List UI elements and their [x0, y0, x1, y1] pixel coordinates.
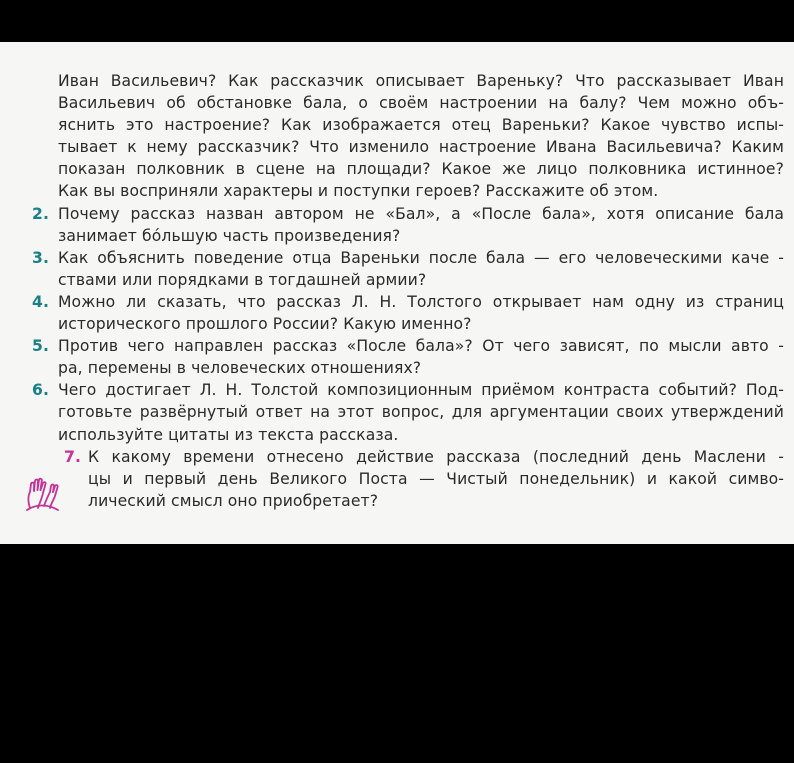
question-line: Можно ли сказать, что рассказ Л. Н. Толстого открывает нам одну из страниц [58, 292, 784, 311]
question-2 [32, 203, 784, 247]
top-black-bar [0, 0, 794, 42]
question-line: готовьте развёрнутый ответ на этот вопрос, для аргументации своих утверждений [58, 403, 784, 422]
question-line: ра, перемены в человеческих отношениях? [58, 359, 422, 378]
questions-text [32, 70, 784, 512]
question-line: исторического прошлого России? Какую именно? [58, 315, 472, 334]
question-number: 7. [64, 447, 81, 466]
intro-paragraph [58, 70, 784, 203]
question-6 [32, 379, 784, 445]
question-number: 4. [32, 292, 49, 311]
question-line: Против чего направлен рассказ «После бала»? От чего зависят, по мысли авто - [58, 337, 784, 356]
question-line: используйте цитаты из текста рассказа. [58, 425, 399, 444]
question-line: ствами или порядками в тогдашней армии? [58, 270, 427, 289]
intro-line: Иван Васильевич? Как рассказчик описывает Вареньку? Что рассказывает Иван [58, 72, 784, 90]
raised-hands-icon [22, 474, 62, 514]
question-3 [32, 247, 784, 291]
question-line: Почему рассказ назван автором не «Бал», а «После бала», хотя описание бала [58, 204, 784, 223]
question-line: К какому времени отнесено действие рассказа (последний день Маслени - [88, 447, 784, 466]
question-4 [32, 291, 784, 335]
question-line: занимает бóльшую часть произведения? [58, 226, 401, 245]
question-line: цы и первый день Великого Поста — Чистый понедельник) и какой симво- [88, 469, 784, 488]
question-number: 2. [32, 204, 49, 223]
question-number: 6. [32, 381, 49, 400]
intro-line: тывает к нему рассказчик? Что изменило настроение Ивана Васильевича? Каким [58, 138, 784, 157]
question-line: Как объяснить поведение отца Вареньки после бала — его человеческими каче - [58, 248, 784, 267]
question-line: Чего достигает Л. Н. Толстой композиционным приёмом контраста событий? Под- [58, 381, 784, 400]
question-5 [32, 335, 784, 379]
intro-line: яснить это настроение? Как изображается отец Вареньки? Какое чувство испы- [58, 116, 784, 135]
question-7 [64, 446, 784, 512]
question-line: лический смысл оно приобретает? [88, 491, 379, 510]
question-number: 5. [32, 337, 49, 356]
intro-line: показан полковник в сцене на площади? Какое же лицо полковника истинное? [58, 160, 784, 179]
textbook-page [0, 42, 794, 544]
question-number: 3. [32, 248, 49, 267]
intro-line: Как вы восприняли характеры и поступки героев? Расскажите об этом. [58, 182, 659, 201]
intro-line: Васильевич об обстановке бала, о своём настроении на балу? Чем можно объ- [58, 94, 784, 113]
bottom-black-area [0, 544, 794, 763]
